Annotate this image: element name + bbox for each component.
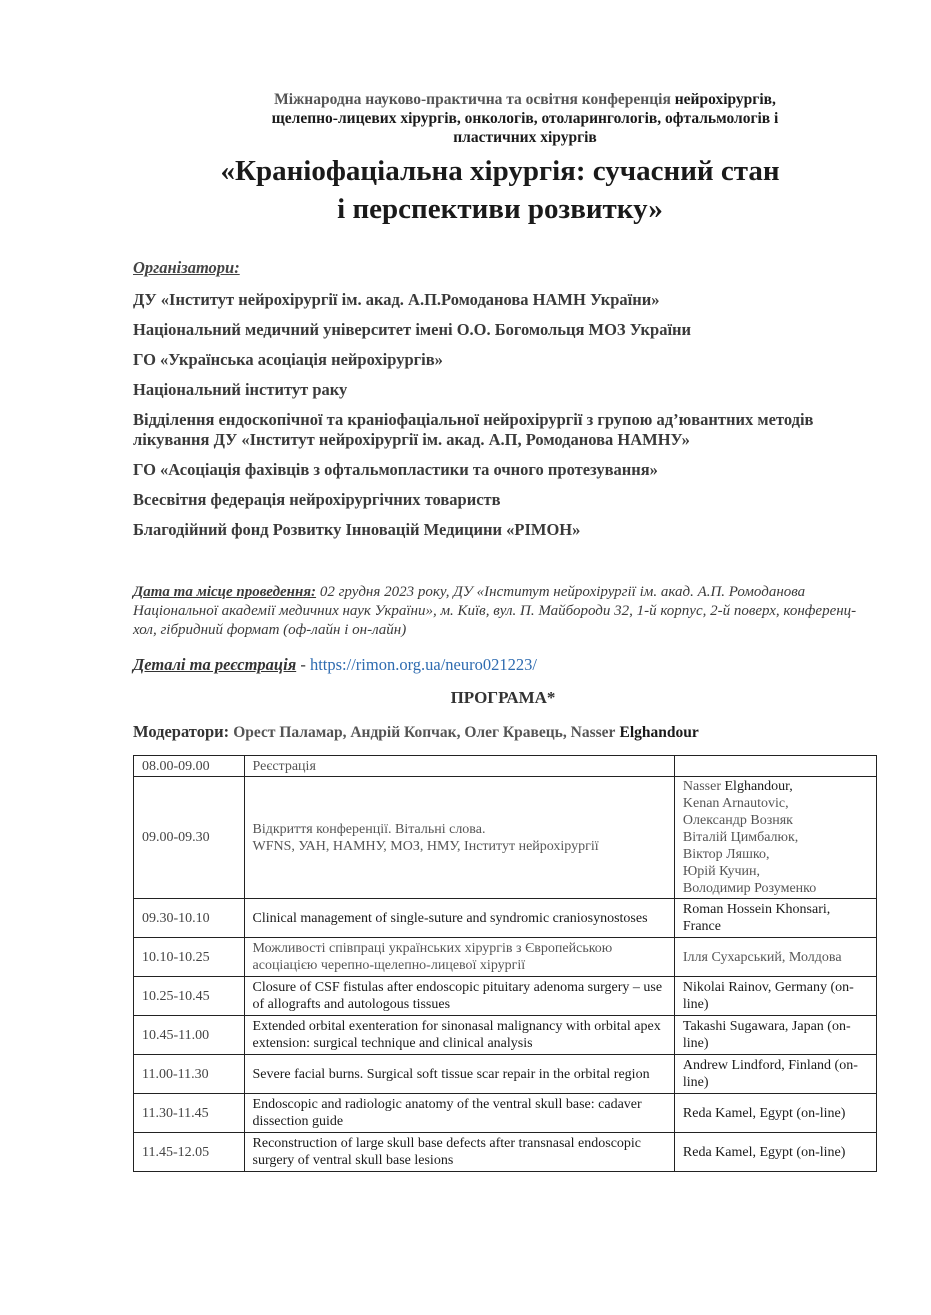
table-row [134, 977, 877, 1016]
speaker-line: Kenan Arnautovic, [682, 796, 789, 811]
session-time: 11.45-12.05 [134, 1133, 245, 1172]
conference-subtitle-line-1 [180, 90, 870, 109]
subtitle-part-1: Міжнародна науково-практична та освітня конференція [274, 91, 671, 108]
session-speaker: Reda Kamel, Egypt (on-line) [674, 1133, 876, 1172]
registration-separator: - [296, 655, 310, 674]
conference-subtitle [180, 90, 870, 147]
date-venue-label: Дата та місце проведення: [133, 584, 317, 600]
organizers-section [133, 258, 873, 550]
moderators-names: Орест Паламар, Андрій Копчак, Олег Кравець, Nasser [233, 724, 616, 741]
organizer-item: ГО «Українська асоціація нейрохірургів» [133, 350, 443, 369]
session-title [244, 777, 674, 899]
speaker-line: Володимир Розуменко [682, 881, 817, 896]
registration-label: Деталі та реєстрація [133, 655, 297, 674]
session-title: Closure of CSF fistulas after endoscopic pituitary adenoma surgery – use of allografts and autologous tissues [244, 977, 674, 1016]
session-speaker-empty [674, 756, 876, 777]
conference-title [130, 152, 870, 228]
moderators-last-name: Elghandour [619, 724, 699, 741]
session-time: 09.30-10.10 [134, 899, 245, 938]
organizer-item: Національний інститут раку [133, 380, 348, 399]
date-venue-text: 02 грудня 2023 року, ДУ «Інститут нейрохірургії ім. акад. А.П. Ромоданова Національної академії медичних наук України», м. Київ, вул. П. Майбороди 32, 1-й корпус, 2-й поверх, конференц-хол, гібридний формат (оф-лайн і он-лайн) [133, 584, 857, 638]
organizer-item: ГО «Асоціація фахівців з офтальмопластики та очного протезування» [133, 460, 658, 479]
session-time: 11.30-11.45 [134, 1094, 245, 1133]
session-title: Clinical management of single-suture and syndromic craniosynostoses [244, 899, 674, 938]
table-row [134, 899, 877, 938]
table-row [134, 1094, 877, 1133]
session-speaker: Roman Hossein Khonsari, France [674, 899, 876, 938]
speaker-line: Олександр Возняк [682, 813, 793, 828]
speaker-line: Юрій Кучин, [682, 864, 760, 879]
session-speaker: Nikolai Rainov, Germany (on-line) [674, 977, 876, 1016]
session-speakers [674, 777, 876, 899]
session-title-line-2: WFNS, УАН, НАМНУ, МОЗ, НМУ, Інститут нейрохірургії [252, 838, 599, 854]
moderators-label: Модератори: [133, 722, 230, 741]
table-row [134, 1055, 877, 1094]
session-time: 08.00-09.00 [134, 756, 245, 777]
session-title: Reconstruction of large skull base defects after transnasal endoscopic surgery of ventral skull base lesions [244, 1133, 674, 1172]
table-row [134, 1133, 877, 1172]
registration-details [133, 655, 873, 675]
session-title: Реєстрація [244, 756, 674, 777]
session-time: 10.45-11.00 [134, 1016, 245, 1055]
session-speaker: Andrew Lindford, Finland (on-line) [674, 1055, 876, 1094]
table-row [134, 777, 877, 899]
conference-subtitle-line-2: щелепно-лицевих хірургів, онкологів, отоларингологів, офтальмологів і [271, 110, 779, 127]
speaker-first-name: Nasser [682, 779, 721, 794]
program-title: ПРОГРАМА* [450, 688, 556, 707]
session-title: Severe facial burns. Surgical soft tissue scar repair in the orbital region [244, 1055, 674, 1094]
organizer-item: Національний медичний університет імені О.О. Богомольця МОЗ України [133, 320, 692, 339]
session-time: 10.25-10.45 [134, 977, 245, 1016]
registration-link[interactable]: https://rimon.org.ua/neuro021223/ [309, 655, 537, 674]
table-row [134, 756, 877, 777]
organizer-item: Благодійний фонд Розвитку Інновацій Медицини «РІМОН» [133, 520, 581, 539]
organizer-item: ДУ «Інститут нейрохірургії ім. акад. А.П.Ромоданова НАМН України» [133, 290, 660, 309]
program-table [133, 755, 877, 1172]
session-speaker: Ілля Сухарський, Молдова [674, 938, 876, 977]
conference-title-line-1: «Краніофаціальна хірургія: сучасний стан [220, 155, 780, 187]
speaker-line [683, 778, 868, 795]
table-row [134, 938, 877, 977]
session-title-line-1: Відкриття конференції. Вітальні слова. [252, 821, 486, 837]
organizers-list [133, 290, 873, 540]
session-time: 11.00-11.30 [134, 1055, 245, 1094]
session-title: Endoscopic and radiologic anatomy of the ventral skull base: cadaver dissection guide [244, 1094, 674, 1133]
conference-title-line-2: і перспективи розвитку» [337, 193, 663, 225]
date-venue [133, 583, 873, 640]
table-row [134, 1016, 877, 1055]
session-title: Extended orbital exenteration for sinonasal malignancy with orbital apex extension: surgical technique and clinical analysis [244, 1016, 674, 1055]
organizer-item: Відділення ендоскопічної та краніофаціальної нейрохірургії з групою ад’ювантних методів лікування ДУ «Інститут нейрохірургії ім. акад. А.П, Ромоданова НАМНУ» [133, 410, 814, 449]
organizers-heading: Організатори: [133, 258, 240, 277]
session-time: 10.10-10.25 [134, 938, 245, 977]
subtitle-part-2: нейрохірургів, [674, 91, 776, 108]
session-speaker: Takashi Sugawara, Japan (on-line) [674, 1016, 876, 1055]
speaker-first-surname: Elghandour, [724, 779, 793, 794]
speaker-line: Віктор Ляшко, [682, 847, 770, 862]
conference-subtitle-line-3: пластичних хірургів [453, 129, 597, 146]
moderators [133, 722, 893, 742]
organizer-item: Всесвітня федерація нейрохірургічних товариств [133, 490, 501, 509]
speaker-line: Віталій Цимбалюк, [682, 830, 799, 845]
session-time: 09.00-09.30 [134, 777, 245, 899]
session-speaker: Reda Kamel, Egypt (on-line) [674, 1094, 876, 1133]
session-title: Можливості співпраці українських хірургів з Європейською асоціацією черепно-щелепно-лицевої хірургії [244, 938, 674, 977]
